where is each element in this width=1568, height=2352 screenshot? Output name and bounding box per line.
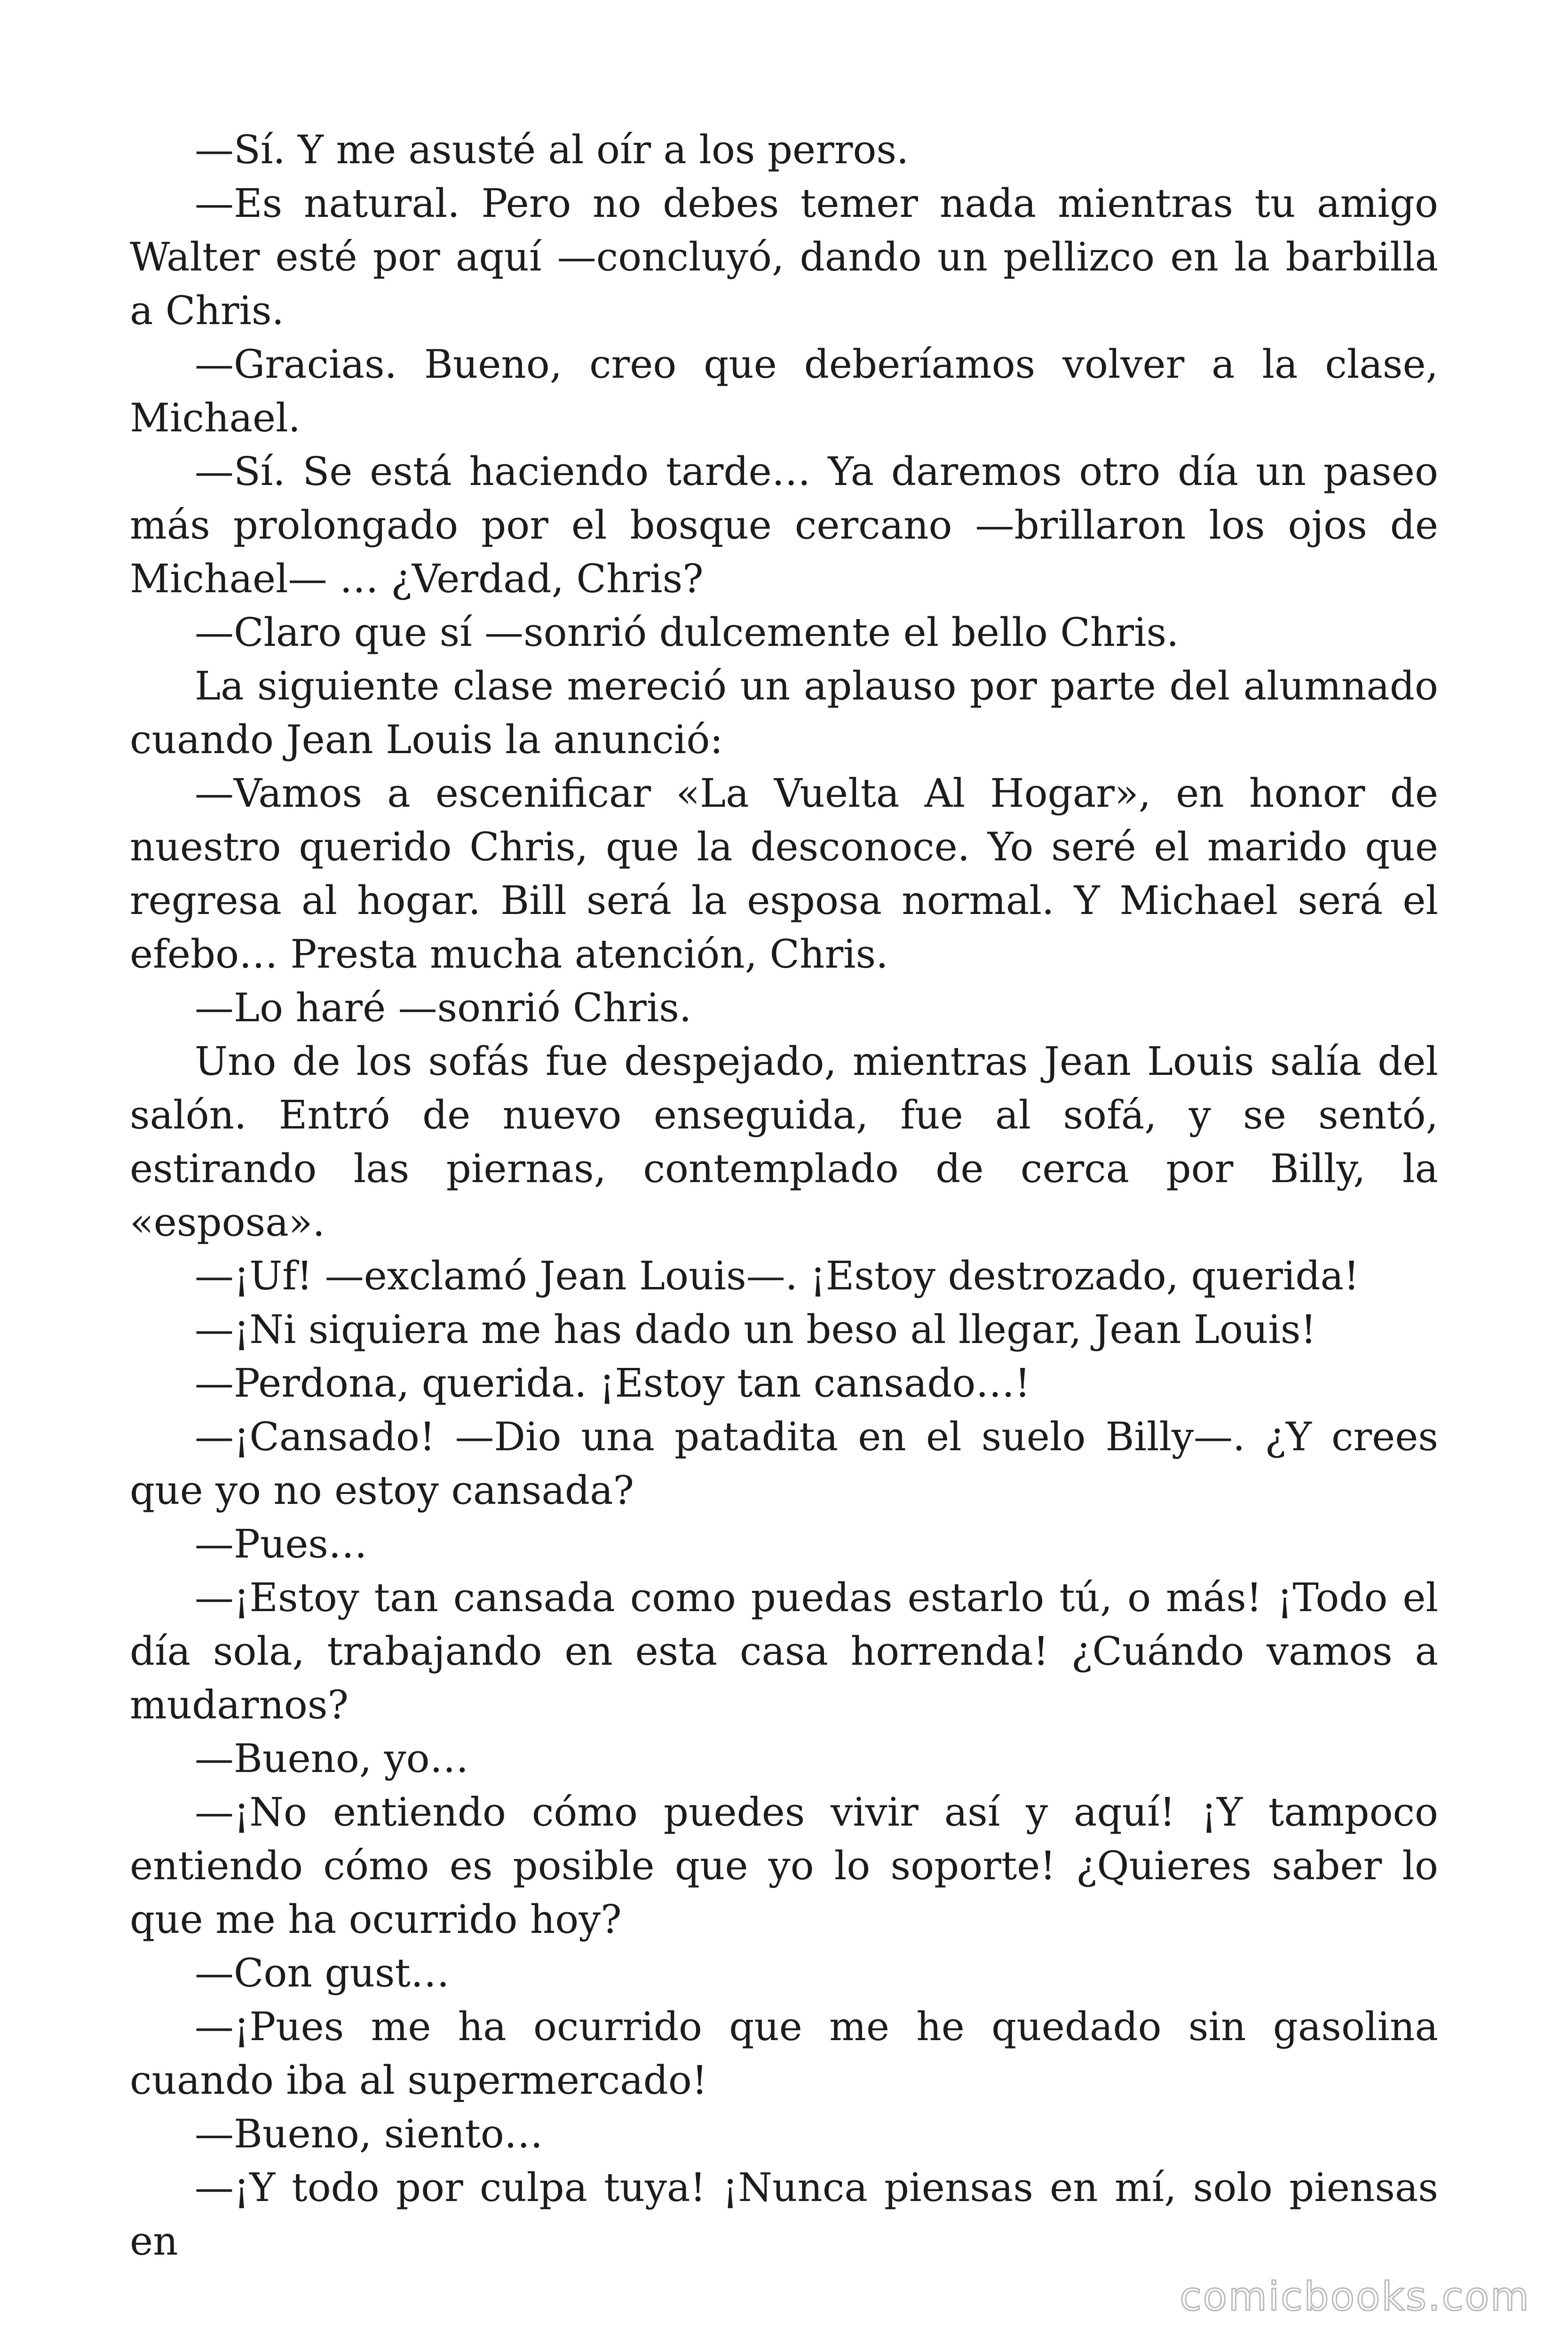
watermark: comicbooks.com (1180, 2273, 1530, 2320)
paragraph: —Bueno, yo… (195, 1736, 469, 1781)
paragraph: —¡No entiendo cómo puedes vivir así y aquí! ¡Y tampoco entiendo cómo es posible que yo lo soporte! ¿Quieres saber lo que me ha ocurrido hoy? (130, 1789, 1438, 1942)
paragraph: La siguiente clase mereció un aplauso por parte del alumnado cuando Jean Louis la anunció: (130, 663, 1438, 763)
paragraph: —¡Y todo por culpa tuya! ¡Nunca piensas en mí, solo piensas en (130, 2165, 1438, 2264)
page-text (130, 123, 1438, 2268)
paragraph: —Es natural. Pero no debes temer nada mientras tu amigo Walter esté por aquí —concluyó, dando un pellizco en la barbilla a Chris. (130, 181, 1438, 334)
paragraph: —Gracias. Bueno, creo que deberíamos volver a la clase, Michael. (130, 342, 1438, 441)
paragraph: —¡Estoy tan cansada como puedas estarlo tú, o más! ¡Todo el día sola, trabajando en esta casa horrenda! ¿Cuándo vamos a mudarnos? (130, 1575, 1438, 1728)
paragraph: —Con gust… (195, 1950, 450, 1996)
paragraph: —¡Pues me ha ocurrido que me he quedado sin gasolina cuando iba al supermercado! (130, 2004, 1438, 2103)
paragraph: —¡Ni siquiera me has dado un beso al llegar, Jean Louis! (195, 1307, 1316, 1352)
paragraph: —Bueno, siento… (195, 2111, 543, 2157)
paragraph: —Perdona, querida. ¡Estoy tan cansado…! (195, 1360, 1030, 1406)
paragraph: —Lo haré —sonrió Chris. (195, 985, 692, 1031)
paragraph: —Pues… (195, 1521, 368, 1567)
paragraph: —Sí. Y me asusté al oír a los perros. (195, 127, 909, 173)
paragraph: —Claro que sí —sonrió dulcemente el bello Chris. (195, 610, 1179, 655)
paragraph: Uno de los sofás fue despejado, mientras Jean Louis salía del salón. Entró de nuevo enseguida, fue al sofá, y se sentó, estirando las piernas, contemplado de cerca por Billy, la «esposa». (130, 1039, 1438, 1245)
paragraph: —Sí. Se está haciendo tarde… Ya daremos otro día un paseo más prolongado por el bosque cercano —brillaron los ojos de Michael— … ¿Verdad, Chris? (130, 449, 1438, 602)
paragraph: —¡Cansado! —Dio una patadita en el suelo Billy—. ¿Y crees que yo no estoy cansada? (130, 1414, 1438, 1513)
paragraph: —¡Uf! —exclamó Jean Louis—. ¡Estoy destrozado, querida! (195, 1253, 1360, 1299)
paragraph: —Vamos a escenificar «La Vuelta Al Hogar», en honor de nuestro querido Chris, que la desconoce. Yo seré el marido que regresa al hogar. Bill será la esposa normal. Y Michael será el efebo… Presta mucha atención, Chris. (130, 771, 1438, 977)
